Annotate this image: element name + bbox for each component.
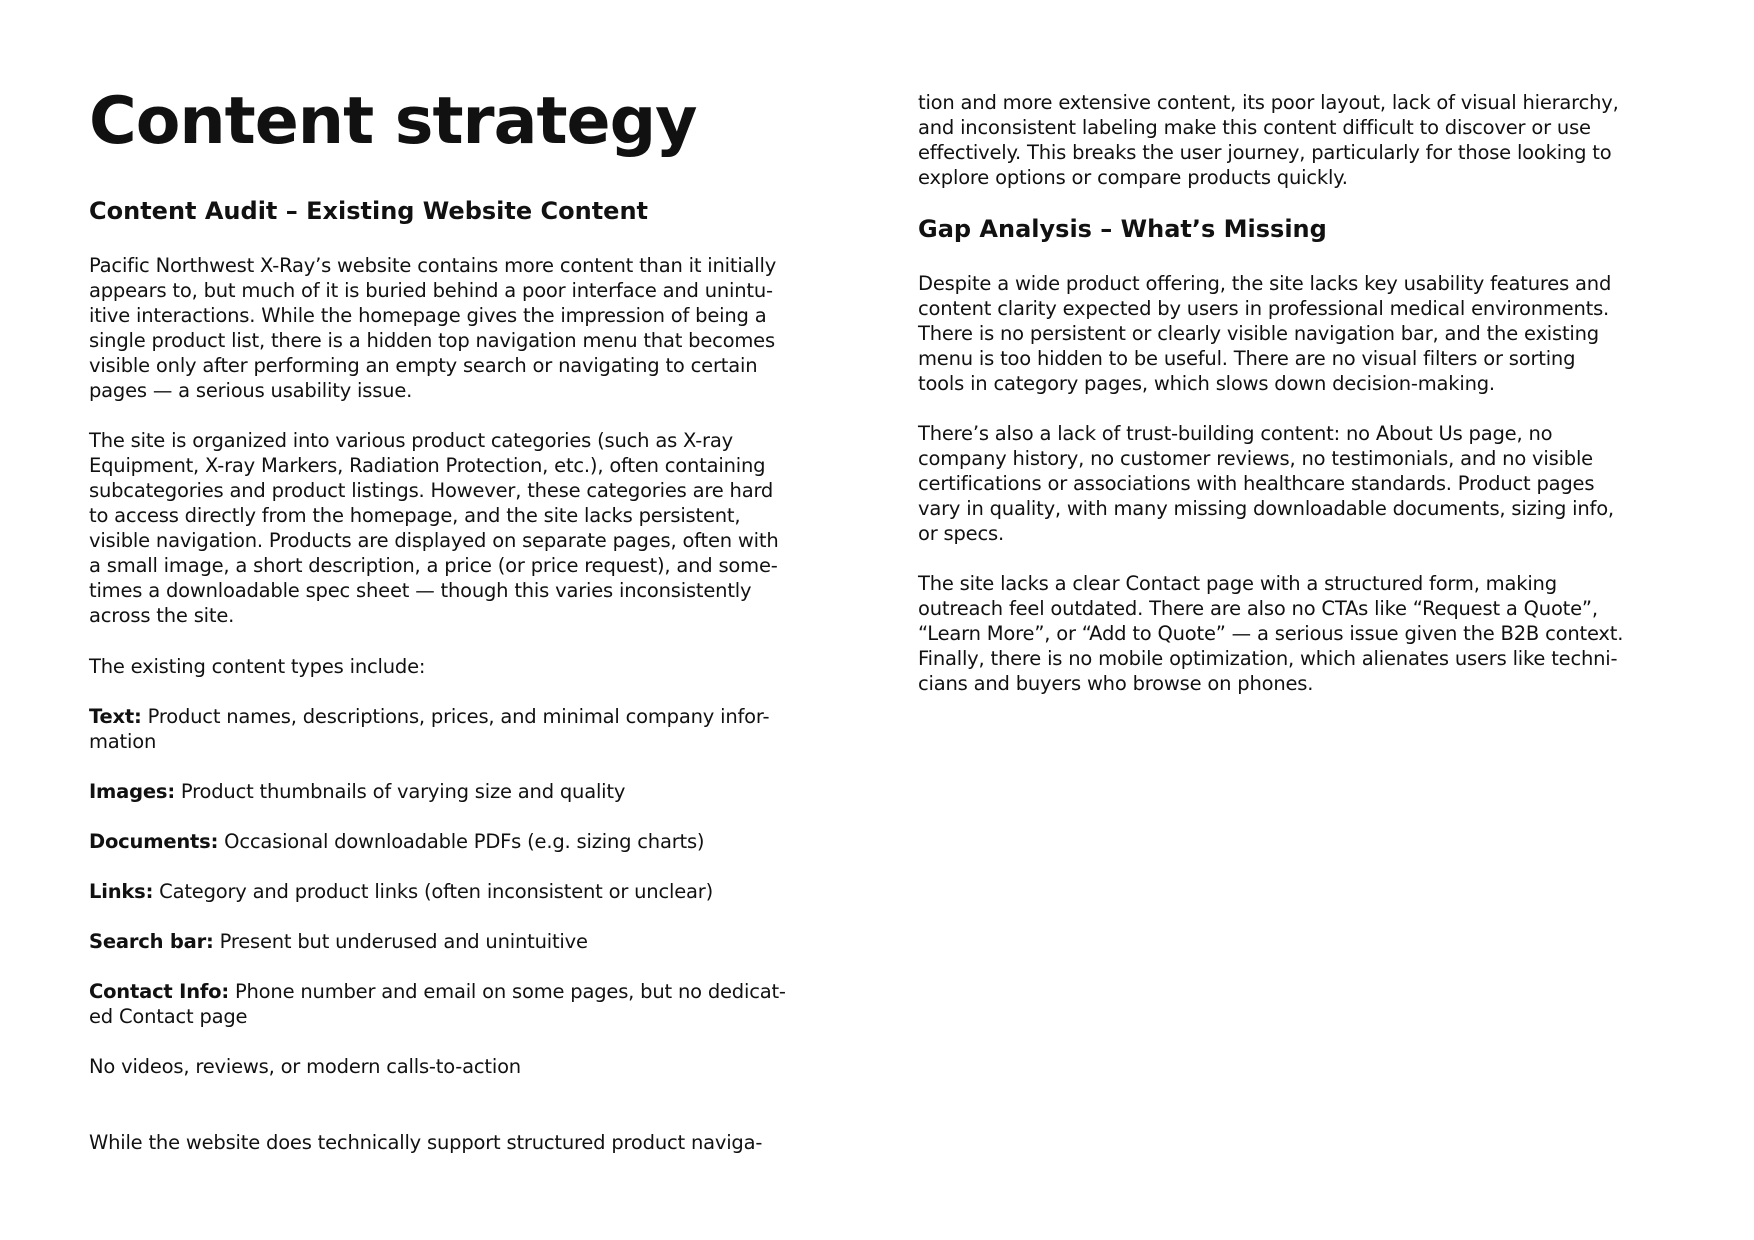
audit-paragraph-2	[89, 428, 778, 628]
content-type-value: Product thumbnails of varying size and quality	[174, 780, 626, 803]
text-line: The existing content types include:	[89, 655, 426, 678]
text-line: content clarity expected by users in professional medical environments.	[918, 297, 1610, 320]
content-type-documents	[89, 829, 704, 854]
content-audit-heading: Content Audit – Existing Website Content	[89, 197, 648, 225]
text-line: The site is organized into various product categories (such as X-ray	[89, 429, 733, 452]
text-line: outreach feel outdated. There are also no CTAs like “Request a Quote”,	[918, 597, 1598, 620]
content-type-images	[89, 779, 625, 804]
content-type-contact-info	[89, 979, 786, 1029]
content-type-value: Phone number and email on some pages, but no dedicat-	[228, 980, 786, 1003]
content-type-label: Text:	[89, 705, 142, 728]
text-line: appears to, but much of it is buried behind a poor interface and unintu-	[89, 279, 773, 302]
text-line: ed Contact page	[89, 1005, 248, 1028]
no-videos-note	[89, 1054, 521, 1079]
gap-analysis-heading: Gap Analysis – What’s Missing	[918, 215, 1327, 243]
content-type-value: Present but underused and unintuitive	[213, 930, 588, 953]
content-type-label: Images:	[89, 780, 175, 803]
text-line: certifications or associations with healthcare standards. Product pages	[918, 472, 1595, 495]
gap-paragraph-1	[918, 271, 1611, 396]
text-line: There is no persistent or clearly visible navigation bar, and the existing	[918, 322, 1599, 345]
text-line: effectively. This breaks the user journey, particularly for those looking to	[918, 141, 1612, 164]
text-line: Equipment, X-ray Markers, Radiation Protection, etc.), often containing	[89, 454, 766, 477]
text-line: a small image, a short description, a price (or price request), and some-	[89, 554, 778, 577]
content-type-value: Category and product links (often inconsistent or unclear)	[153, 880, 713, 903]
text-line: or specs.	[918, 522, 1004, 545]
content-type-label: Documents:	[89, 830, 219, 853]
text-line: times a downloadable spec sheet — though this varies inconsistently	[89, 579, 752, 602]
content-type-label: Contact Info:	[89, 980, 229, 1003]
text-line: subcategories and product listings. However, these categories are hard	[89, 479, 774, 502]
text-line: tools in category pages, which slows down decision-making.	[918, 372, 1495, 395]
text-line	[89, 929, 588, 954]
text-line: The site lacks a clear Contact page with a structured form, making	[918, 572, 1557, 595]
text-line	[89, 829, 704, 854]
content-types-intro	[89, 654, 425, 679]
content-type-text	[89, 704, 769, 754]
content-type-search-bar	[89, 929, 588, 954]
text-line: “Learn More”, or “Add to Quote” — a serious issue given the B2B context.	[918, 622, 1624, 645]
text-line	[89, 879, 713, 904]
content-type-value: Occasional downloadable PDFs (e.g. sizing charts)	[218, 830, 705, 853]
gap-paragraph-2	[918, 421, 1614, 546]
text-line: across the site.	[89, 604, 235, 627]
text-line: cians and buyers who browse on phones.	[918, 672, 1314, 695]
text-line: Pacific Northwest X-Ray’s website contains more content than it initially	[89, 254, 777, 277]
text-line: Finally, there is no mobile optimization, which alienates users like techni-	[918, 647, 1618, 670]
text-line: tion and more extensive content, its poor layout, lack of visual hierarchy,	[918, 91, 1619, 114]
audit-paragraph-1	[89, 253, 776, 403]
text-line	[89, 979, 786, 1004]
content-type-value: Product names, descriptions, prices, and minimal company infor-	[141, 705, 770, 728]
text-line: No videos, reviews, or modern calls-to-action	[89, 1055, 521, 1078]
text-line: single product list, there is a hidden top navigation menu that becomes	[89, 329, 775, 352]
closing-paragraph-continued	[918, 90, 1619, 190]
text-line: Despite a wide product offering, the site lacks key usability features and	[918, 272, 1612, 295]
text-line	[89, 779, 625, 804]
text-line: menu is too hidden to be useful. There are no visual filters or sorting	[918, 347, 1576, 370]
text-line: and inconsistent labeling make this content difficult to discover or use	[918, 116, 1591, 139]
page-title: Content strategy	[89, 84, 697, 159]
text-line: vary in quality, with many missing downloadable documents, sizing info,	[918, 497, 1614, 520]
text-line: explore options or compare products quickly.	[918, 166, 1348, 189]
text-line: company history, no customer reviews, no testimonials, and no visible	[918, 447, 1593, 470]
text-line: There’s also a lack of trust-building content: no About Us page, no	[918, 422, 1553, 445]
text-line: visible navigation. Products are displayed on separate pages, often with	[89, 529, 779, 552]
closing-paragraph-start	[89, 1130, 762, 1155]
gap-paragraph-3	[918, 571, 1623, 696]
content-type-label: Search bar:	[89, 930, 214, 953]
text-line: itive interactions. While the homepage gives the impression of being a	[89, 304, 767, 327]
content-type-label: Links:	[89, 880, 154, 903]
text-line: While the website does technically support structured product naviga-	[89, 1131, 763, 1154]
text-line: pages — a serious usability issue.	[89, 379, 413, 402]
text-line: mation	[89, 730, 157, 753]
text-line	[89, 704, 769, 729]
content-type-links	[89, 879, 713, 904]
text-line: visible only after performing an empty search or navigating to certain	[89, 354, 758, 377]
text-line: to access directly from the homepage, and the site lacks persistent,	[89, 504, 741, 527]
